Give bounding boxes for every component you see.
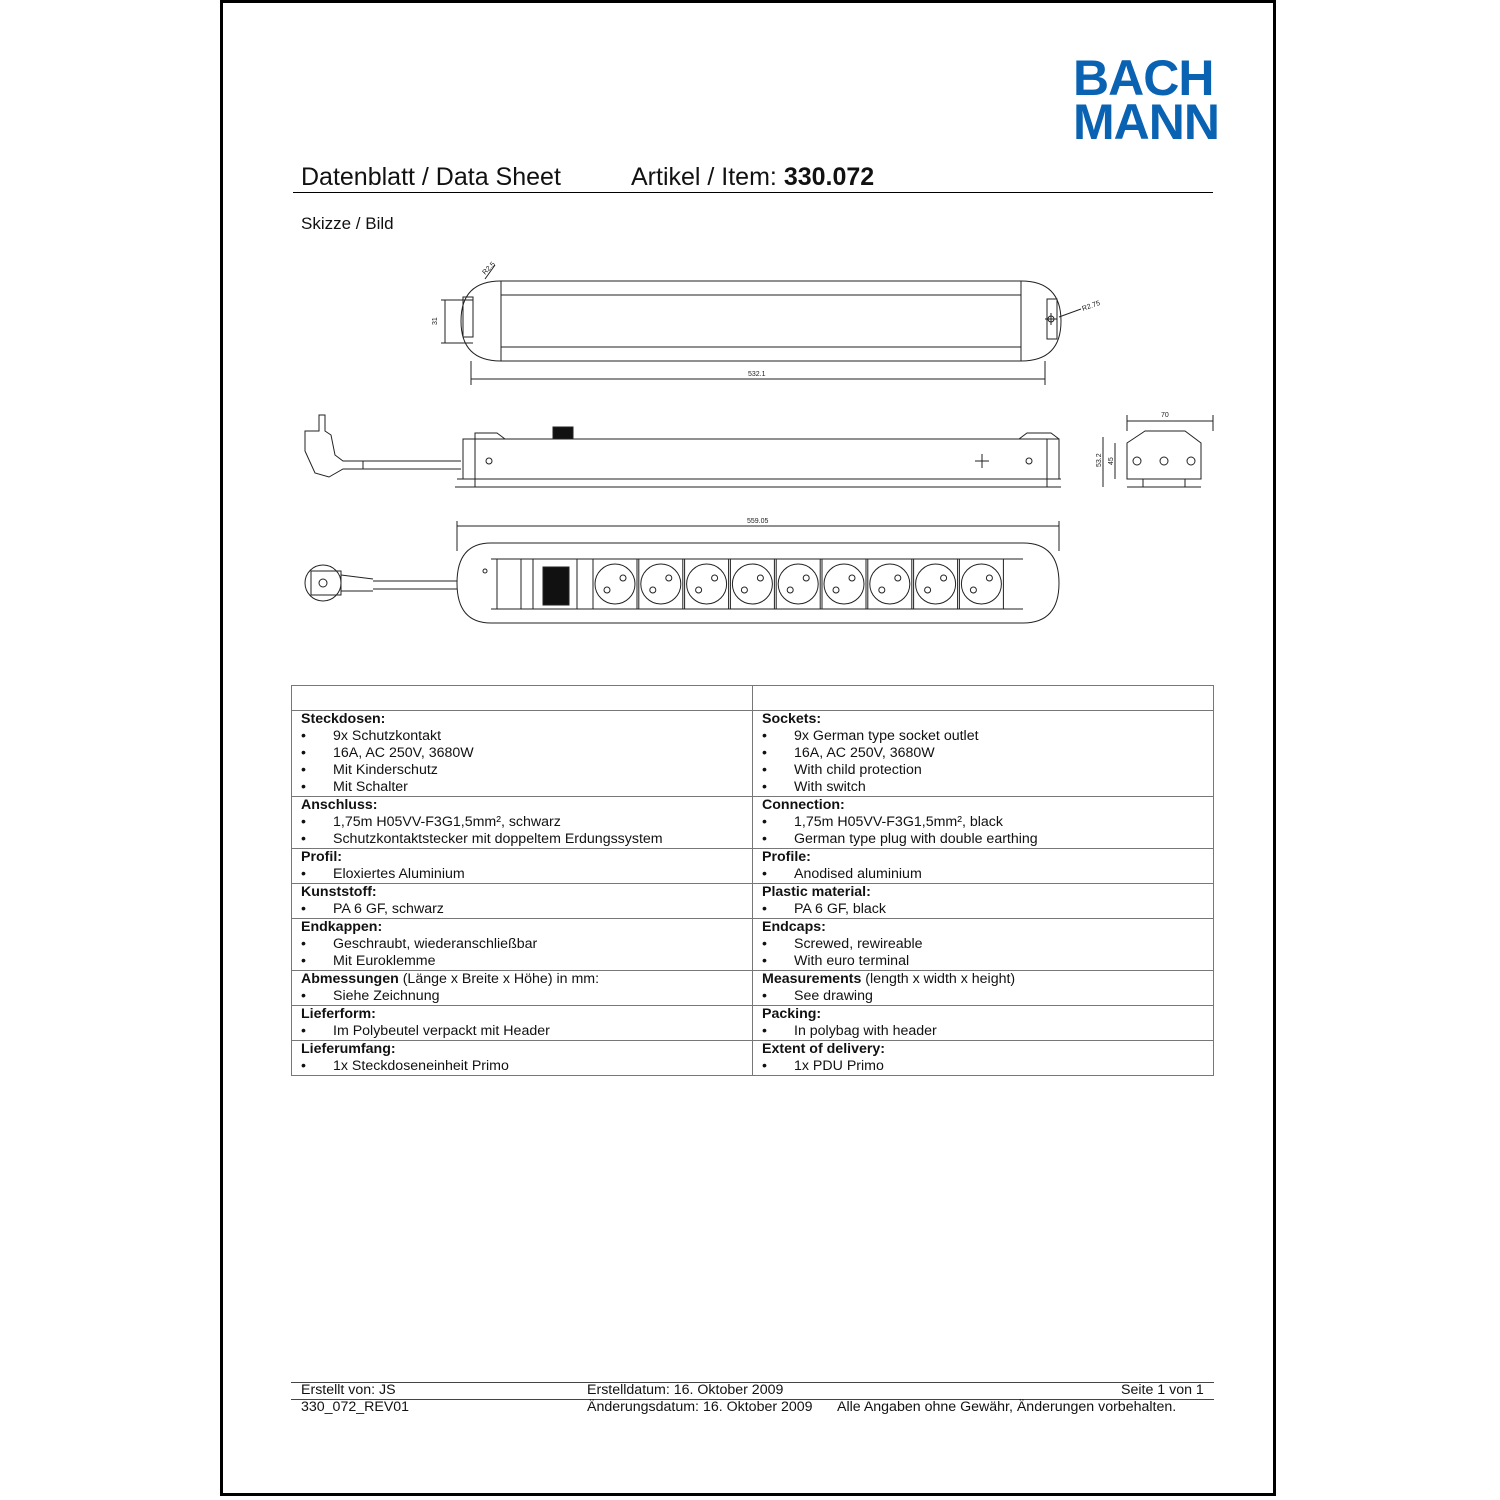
spec-bullet-text: 16A, AC 250V, 3680W [794, 745, 935, 761]
spec-bullet-text: With switch [794, 779, 866, 795]
spec-cell-de [292, 884, 753, 919]
spec-section-title-bold: Packing: [762, 1006, 822, 1022]
spec-bullet-item [301, 1023, 752, 1040]
bullet-icon: • [301, 1023, 306, 1039]
bullet-icon: • [301, 814, 306, 830]
spec-cell-de [292, 711, 753, 797]
footer-created-by: Erstellt von: JS [301, 1382, 396, 1398]
data-sheet-page [220, 0, 1276, 1496]
spec-bullet-item [762, 988, 1213, 1005]
spec-section-title-rest: (Länge x Breite x Höhe) in mm: [398, 971, 600, 987]
spec-section-title [301, 971, 752, 988]
spec-section-title [301, 849, 752, 866]
spec-bullet-text: With child protection [794, 762, 922, 778]
spec-bullet-text: Screwed, rewireable [794, 936, 923, 952]
spec-bullet-text: PA 6 GF, black [794, 901, 886, 917]
socket-outlet [822, 559, 866, 609]
spec-bullet-text: Siehe Zeichnung [333, 988, 440, 1004]
spec-section-title-rest: (length x width x height) [861, 971, 1016, 987]
spec-section-title [301, 1041, 752, 1058]
spec-section-title [762, 971, 1213, 988]
footer-page-number: Seite 1 von 1 [1121, 1382, 1204, 1398]
bullet-icon: • [762, 936, 767, 952]
spec-bullet-text: 9x Schutzkontakt [333, 728, 442, 744]
spec-row [292, 797, 1214, 849]
spec-header-cell-en [753, 686, 1214, 711]
spec-bullet-item [762, 1058, 1213, 1075]
spec-row [292, 1006, 1214, 1041]
spec-cell-en [753, 971, 1214, 1006]
spec-bullet-item [301, 728, 752, 745]
section-label: Skizze / Bild [301, 214, 394, 233]
spec-section-title-bold: Extent of delivery: [762, 1041, 885, 1057]
footer-doc-id: 330_072_REV01 [301, 1399, 410, 1415]
spec-cell-de [292, 1006, 753, 1041]
spec-bullet-item [301, 814, 752, 831]
spec-row [292, 971, 1214, 1006]
spec-bullet-item [301, 779, 752, 796]
spec-header-cell-de [292, 686, 753, 711]
spec-section-title [762, 1006, 1213, 1023]
spec-section-title [301, 884, 752, 901]
spec-bullet-item [762, 728, 1213, 745]
spec-cell-de [292, 797, 753, 849]
spec-section-title-bold: Anschluss: [301, 797, 378, 813]
spec-bullet-item [301, 901, 752, 918]
spec-bullet-text: 1x Steckdoseneinheit Primo [333, 1058, 509, 1074]
spec-bullet-item [762, 901, 1213, 918]
footer-changed-date: Änderungsdatum: 16. Oktober 2009 [587, 1399, 813, 1415]
spec-section-title [301, 797, 752, 814]
footer-created-date: Erstelldatum: 16. Oktober 2009 [587, 1382, 784, 1398]
spec-bullet-text: Schutzkontaktstecker mit doppeltem Erdungssystem [333, 831, 663, 847]
spec-bullet-text: Eloxiertes Aluminium [333, 866, 465, 882]
bullet-icon: • [762, 1058, 767, 1074]
spec-bullet-item [301, 831, 752, 848]
spec-section-title-bold: Steckdosen: [301, 711, 386, 727]
spec-cell-de [292, 849, 753, 884]
dim-height-side-b: 45 [1108, 457, 1115, 465]
spec-bullet-text: PA 6 GF, schwarz [333, 901, 444, 917]
spec-section-title-bold: Sockets: [762, 711, 822, 727]
spec-bullet-text: Mit Kinderschutz [333, 762, 438, 778]
spec-bullet-text: 1x PDU Primo [794, 1058, 884, 1074]
spec-section-title-bold: Lieferform: [301, 1006, 376, 1022]
logo-line-1: BACH [1073, 50, 1214, 106]
bullet-icon: • [301, 988, 306, 1004]
spec-section-title-bold: Plastic material: [762, 884, 871, 900]
dim-width-side: 70 [1161, 412, 1169, 419]
spec-bullet-item [762, 936, 1213, 953]
socket-outlet [914, 559, 958, 609]
socket-outlets [593, 559, 1003, 609]
bullet-icon: • [301, 728, 306, 744]
spec-bullet-text: In polybag with header [794, 1023, 937, 1039]
spec-section-title [301, 1006, 752, 1023]
spec-bullet-item [301, 1058, 752, 1075]
spec-bullet-text: 16A, AC 250V, 3680W [333, 745, 474, 761]
spec-bullet-text: With euro terminal [794, 953, 910, 969]
bullet-icon: • [762, 901, 767, 917]
bullet-icon: • [762, 1023, 767, 1039]
bullet-icon: • [301, 745, 306, 761]
spec-row [292, 711, 1214, 797]
bullet-icon: • [762, 814, 767, 830]
dim-radius-top: R2.5 [481, 261, 497, 277]
socket-outlet [685, 559, 729, 609]
spec-row [292, 1041, 1214, 1076]
bullet-icon: • [301, 779, 306, 795]
dim-height-side-a: 53.2 [1096, 453, 1103, 467]
dim-length-top: 532.1 [748, 371, 766, 378]
spec-bullet-item [301, 745, 752, 762]
spec-bullet-text: See drawing [794, 988, 873, 1004]
spec-bullet-item [301, 762, 752, 779]
bullet-icon: • [762, 988, 767, 1004]
spec-bullet-item [301, 988, 752, 1005]
socket-outlet [639, 559, 683, 609]
document-title: Datenblatt / Data Sheet [301, 163, 561, 191]
spec-section-title-bold: Profile: [762, 849, 811, 865]
spec-cell-en [753, 884, 1214, 919]
spec-cell-en [753, 1006, 1214, 1041]
spec-header-row [292, 686, 1214, 711]
spec-section-title-bold: Endcaps: [762, 919, 826, 935]
spec-bullet-text: Mit Schalter [333, 779, 408, 795]
spec-cell-de [292, 1041, 753, 1076]
end-view [1096, 412, 1213, 487]
spec-section-title-bold: Profil: [301, 849, 342, 865]
bullet-icon: • [762, 728, 767, 744]
spec-bullet-item [762, 745, 1213, 762]
spec-bullet-text: Im Polybeutel verpackt mit Header [333, 1023, 550, 1039]
footer-disclaimer: Alle Angaben ohne Gewähr, Änderungen vorbehalten. [837, 1399, 1177, 1415]
spec-section-title-bold: Abmessungen [301, 971, 399, 987]
spec-bullet-item [301, 953, 752, 970]
spec-section-title-bold: Connection: [762, 797, 845, 813]
spec-bullet-text: 1,75m H05VV-F3G1,5mm², schwarz [333, 814, 561, 830]
spec-bullet-text: 1,75m H05VV-F3G1,5mm², black [794, 814, 1003, 830]
spec-bullet-item [762, 953, 1213, 970]
socket-outlet [730, 559, 774, 609]
spec-row [292, 849, 1214, 884]
spec-cell-en [753, 711, 1214, 797]
spec-row [292, 884, 1214, 919]
dim-height: 31 [432, 317, 439, 325]
spec-bullet-text: Geschraubt, wiederanschließbar [333, 936, 538, 952]
spec-section-title [762, 884, 1213, 901]
logo-line-2: MANN [1073, 94, 1219, 150]
spec-table [291, 685, 1214, 1076]
spec-bullet-item [301, 866, 752, 883]
spec-section-title [301, 711, 752, 728]
spec-bullet-text: 9x German type socket outlet [794, 728, 979, 744]
spec-bullet-item [762, 866, 1213, 883]
side-view [305, 415, 1061, 487]
bullet-icon: • [762, 745, 767, 761]
spec-bullet-item [301, 936, 752, 953]
bullet-icon: • [301, 936, 306, 952]
spec-section-title [762, 919, 1213, 936]
technical-drawing [223, 3, 1273, 683]
bullet-icon: • [762, 779, 767, 795]
bullet-icon: • [301, 762, 306, 778]
spec-section-title-bold: Measurements [762, 971, 862, 987]
spec-cell-en [753, 797, 1214, 849]
spec-bullet-item [762, 1023, 1213, 1040]
socket-outlet [776, 559, 820, 609]
spec-section-title [762, 797, 1213, 814]
bullet-icon: • [762, 831, 767, 847]
spec-bullet-item [762, 814, 1213, 831]
front-view [305, 518, 1059, 623]
bullet-icon: • [762, 953, 767, 969]
item-number: 330.072 [783, 163, 875, 191]
bullet-icon: • [301, 953, 306, 969]
top-view [432, 261, 1101, 385]
socket-outlet [593, 559, 637, 609]
spec-bullet-text: Anodised aluminium [794, 866, 922, 882]
spec-section-title [762, 711, 1213, 728]
dim-length-bottom: 559.05 [747, 518, 769, 525]
spec-bullet-item [762, 779, 1213, 796]
socket-outlet [959, 559, 1003, 609]
spec-section-title [762, 1041, 1213, 1058]
bullet-icon: • [301, 1058, 306, 1074]
spec-section-title [301, 919, 752, 936]
socket-outlet [868, 559, 912, 609]
spec-cell-en [753, 1041, 1214, 1076]
dim-radius-right: R2.75 [1081, 299, 1102, 313]
bullet-icon: • [762, 762, 767, 778]
spec-cell-de [292, 971, 753, 1006]
spec-bullet-text: German type plug with double earthing [794, 831, 1038, 847]
spec-section-title-bold: Kunststoff: [301, 884, 377, 900]
spec-row [292, 919, 1214, 971]
item-label: Artikel / Item: [631, 163, 784, 191]
spec-cell-en [753, 919, 1214, 971]
spec-cell-de [292, 919, 753, 971]
bullet-icon: • [301, 831, 306, 847]
spec-section-title-bold: Endkappen: [301, 919, 383, 935]
bullet-icon: • [301, 901, 306, 917]
spec-bullet-text: Mit Euroklemme [333, 953, 436, 969]
spec-cell-en [753, 849, 1214, 884]
spec-bullet-item [762, 831, 1213, 848]
spec-bullet-item [762, 762, 1213, 779]
bullet-icon: • [762, 866, 767, 882]
spec-section-title [762, 849, 1213, 866]
bullet-icon: • [301, 866, 306, 882]
spec-section-title-bold: Lieferumfang: [301, 1041, 396, 1057]
